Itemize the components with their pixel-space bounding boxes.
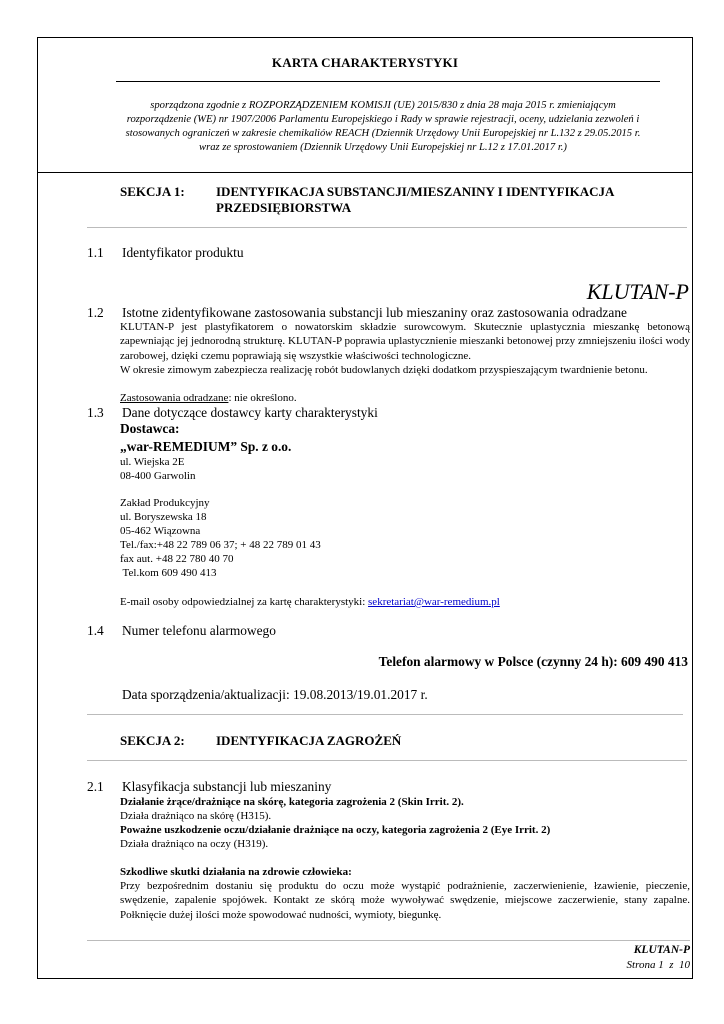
section-separator (87, 714, 683, 715)
s11-title: Identyfikator produktu (122, 245, 244, 260)
s21-number: 2.1 (87, 779, 104, 794)
responsible-email (120, 595, 500, 609)
s11-number: 1.1 (87, 245, 104, 260)
section2-title: IDENTYFIKACJA ZAGROŻEŃ (216, 733, 402, 748)
section1-title (216, 184, 614, 216)
supplier-name: „war-REMEDIUM” Sp. z o.o. (120, 439, 292, 454)
s12-advised-against (120, 391, 297, 405)
supplier-street: ul. Wiejska 2E (120, 456, 185, 468)
s12-winter-note: W okresie zimowym zabezpiecza realizację robót budowlanych dzięki dodatkom przyspieszającym twardnienie betonu. (120, 364, 648, 376)
plant-street: ul. Boryszewska 18 (120, 511, 207, 523)
s14-title: Numer telefonu alarmowego (122, 623, 276, 638)
plant-label: Zakład Produkcyjny (120, 497, 210, 509)
skin-classification: Działanie żrące/drażniące na skórę, kategoria zagrożenia 2 (Skin Irrit. 2). (120, 796, 464, 808)
health-effects-title: Szkodliwe skutki działania na zdrowie człowieka: (120, 866, 352, 878)
section-separator (87, 760, 687, 761)
plant-fax: fax aut. +48 22 780 40 70 (120, 553, 234, 565)
section1-title-line: PRZEDSIĘBIORSTWA (216, 200, 352, 215)
eye-classification: Poważne uszkodzenie oczu/działanie drażniące na oczy, kategoria zagrożenia 2 (Eye Irrit. 2) (120, 824, 551, 836)
document-header (38, 38, 692, 173)
section-separator (87, 227, 687, 228)
eye-hazard-statement: Działa drażniąco na oczy (H319). (120, 838, 269, 850)
s12-number: 1.2 (87, 305, 104, 320)
alarm-phone: Telefon alarmowy w Polsce (czynny 24 h): 609 490 413 (378, 654, 688, 669)
regulation-line: sporządzona zgodnie z ROZPORZĄDZENIEM KOMISJI (UE) 2015/830 z dnia 28 maja 2015 r. zmieniającym (150, 100, 616, 111)
supplier-city: 08-400 Garwolin (120, 470, 196, 482)
s12-title: Istotne zidentyfikowane zastosowania substancji lub mieszaniny oraz zastosowania odradzane (122, 305, 627, 320)
s12-description: KLUTAN-P jest plastyfikatorem o nowatorskim składzie surowcowym. Skutecznie uplastycznia mieszankę betonową zapewniając jej jednorodną strukturę. KLUTAN-P poprawia uplastycznienie mieszanki betonowej przy zmniejszeniu ilości wody zarobowej, dzięki czemu poprawiają się wszystkie właściwości technologiczne. (120, 321, 690, 362)
s13-number: 1.3 (87, 405, 104, 420)
header-divider (116, 81, 660, 82)
regulation-line: wraz ze sprostowaniem (Dziennik Urzędowy Unii Europejskiej nr L.12 z 17.01.2017 r.) (199, 142, 567, 153)
advised-label: Zastosowania odradzane (120, 392, 229, 404)
footer-separator (87, 940, 690, 941)
plant-mobile: Tel.kom 609 490 413 (120, 567, 217, 579)
section1-title-line: IDENTYFIKACJA SUBSTANCJI/MIESZANINY I IDENTYFIKACJA (216, 184, 615, 199)
footer-product-name: KLUTAN-P (633, 944, 690, 956)
regulation-line: stosowanych ograniczeń w zakresie chemikaliów REACH (Dziennik Urzędowy Unii Europejskiej nr L.132 z 29.05.2015 r. (125, 128, 641, 139)
email-label: E-mail osoby odpowiedzialnej za kartę charakterystyki: (120, 596, 369, 608)
product-name: KLUTAN-P (586, 279, 689, 304)
document-title: KARTA CHARAKTERYSTYKI (271, 55, 459, 70)
section1-label: SEKCJA 1: (120, 184, 185, 199)
page-number: Strona 1 z 10 (626, 959, 690, 971)
supplier-label: Dostawca: (120, 421, 180, 436)
regulation-line: rozporządzenie (WE) nr 1907/2006 Parlamentu Europejskiego i Rady w sprawie rejestracji, oceny, udzielania zezwoleń i (126, 114, 640, 125)
skin-hazard-statement: Działa drażniąco na skórę (H315). (120, 810, 272, 822)
plant-phone: Tel./fax:+48 22 789 06 37; + 48 22 789 01 43 (120, 539, 321, 551)
section2-label: SEKCJA 2: (120, 733, 185, 748)
plant-city: 05-462 Wiązowna (120, 525, 201, 537)
s13-title: Dane dotyczące dostawcy karty charakterystyki (122, 405, 378, 420)
s21-title: Klasyfikacja substancji lub mieszaniny (122, 779, 332, 794)
issue-date: Data sporządzenia/aktualizacji: 19.08.2013/19.01.2017 r. (122, 687, 428, 702)
s14-number: 1.4 (87, 623, 104, 638)
advised-value: : nie określono. (228, 392, 297, 404)
regulation-reference (78, 99, 688, 155)
email-link[interactable]: sekretariat@war-remedium.pl (368, 596, 500, 608)
health-effects-text: Przy bezpośrednim dostaniu się produktu do oczu może wystąpić podrażnienie, zaczerwienienie, łzawienie, pieczenie, swędzenie, zapalenie spojówek. Kontakt ze skórą może wywoływać swędzenie, miejscowe zaczerwienie, stany zapalne. Połknięcie dużej ilości może spowodować nudności, wymioty, biegunkę. (120, 880, 690, 921)
